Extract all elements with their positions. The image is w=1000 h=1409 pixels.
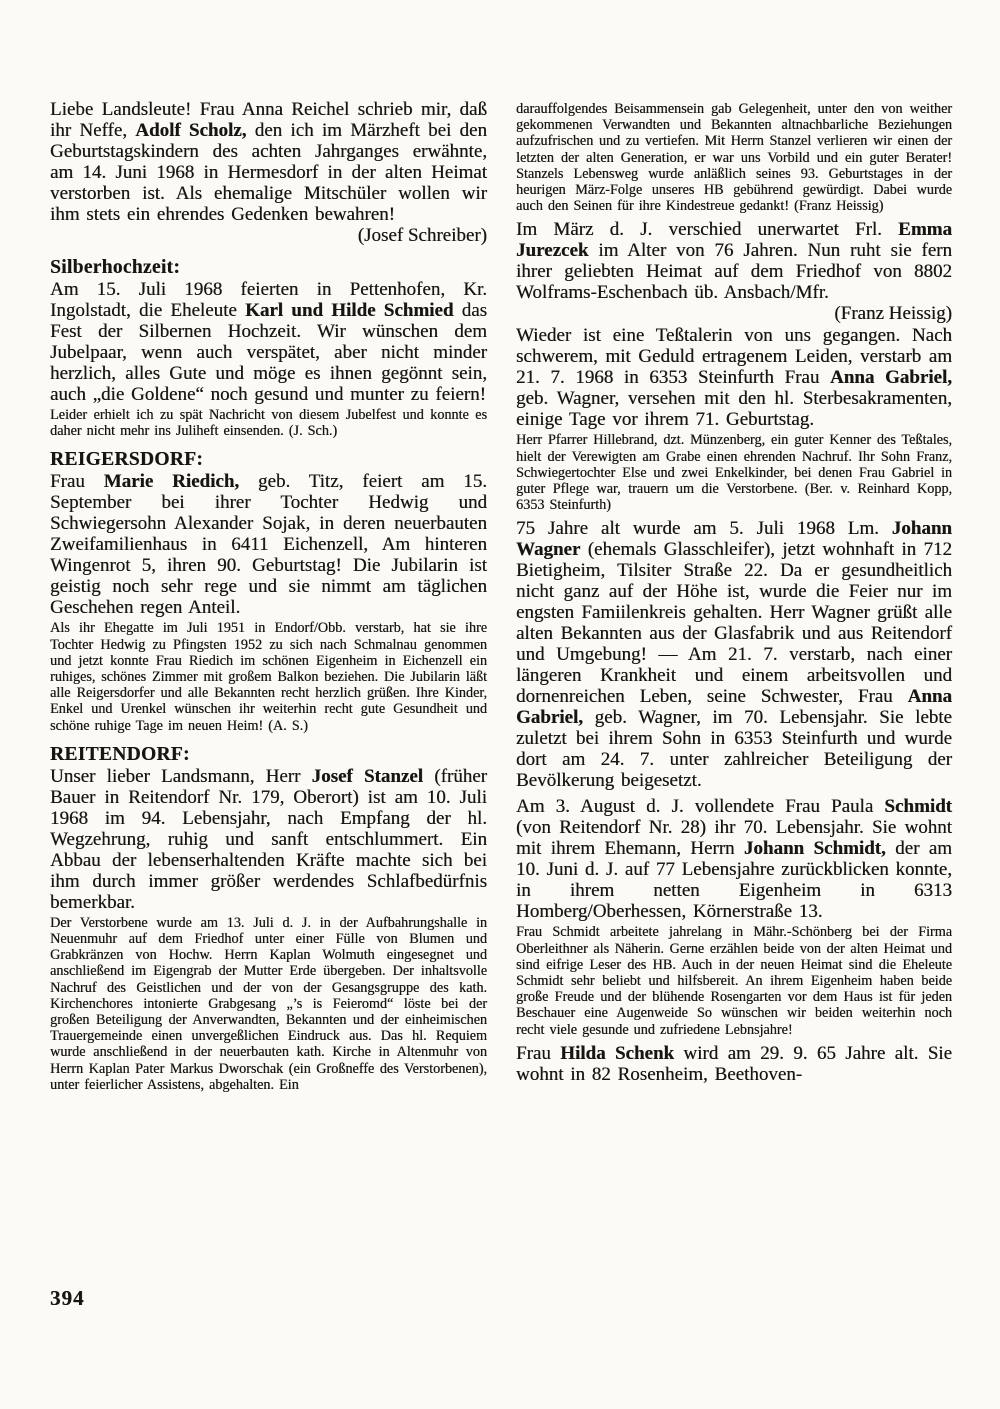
text-columns (50, 99, 953, 1093)
body-paragraph: Frau Hilda Schenk wird am 29. 9. 65 Jahre alt. Sie wohnt in 82 Rosenheim, Beethoven- (516, 1042, 952, 1085)
small-print-paragraph: Leider erhielt ich zu spät Nachricht von diesem Jubelfest und konnte es daher nicht mehr ins Juliheft einsenden. (J. Sch.) (50, 407, 487, 440)
small-print-paragraph: Herr Pfarrer Hillebrand, dzt. Münzenberg, ein guter Kenner des Teßtales, hielt der Verewigten am Grabe einen ehrenden Nachruf. Ihr Sohn Franz, Schwiegertochter Else und zwei Enkelkinder, bei denen Frau Gabriel in guter Pflege war, trauern um die Verstorbene. (Ber. v. Reinhard Kopp, 6353 Steinfurth) (516, 432, 952, 514)
small-print-paragraph: Als ihr Ehegatte im Juli 1951 in Endorf/Obb. verstarb, hat sie ihre Tochter Hedwig zu Pfingsten 1952 zu sich nach Schmalnau genommen und jetzt konnte Frau Riedich im schönen Eigenheim in Eichenzell ein ruhiges, schönes Zimmer mit großem Balkon beziehen. Die Jubilarin läßt alle Reigersdorfer und alle Bekannten recht herzlich grüßen. Ihre Kinder, Enkel und Urenkel wünschen ihr weiterhin recht gute Gesundheit und schöne ruhige Tage im neuen Heim! (A. S.) (50, 620, 487, 734)
body-paragraph: Am 3. August d. J. vollendete Frau Paula Schmidt (von Reitendorf Nr. 28) ihr 70. Lebensjahr. Sie wohnt mit ihrem Ehemann, Herrn Johann Schmidt, der am 10. Juni d. J. auf 77 Lebensjahre zurückblicken konnte, in ihrem netten Eigenheim in 6313 Homberg/Oberhessen, Körnerstraße 13. (516, 796, 952, 923)
body-paragraph: Frau Marie Riedich, geb. Titz, feiert am 15. September bei ihrer Tochter Hedwig und Schwiegersohn Alexander Sojak, in deren neuerbauten Zweifamilienhaus in 6411 Eichenzell, Am hinteren Wingenrot 5, ihren 90. Geburtstag! Die Jubilarin ist geistig noch sehr rege und sie nimmt am täglichen Geschehen regen Anteil. (50, 471, 488, 619)
small-print-paragraph: Frau Schmidt arbeitete jahrelang in Mähr.-Schönberg bei der Firma Oberleithner als Näherin. Gerne erzählen beide von der alten Heimat und sind eifrige Leser des HB. Auch in der neuen Heimat sind die Eheleute Schmidt sehr beliebt und hilfsbereit. An ihrem Eigenheim haben beide große Freude und der blühende Rosengarten vor dem Haus ist für jeden Beschauer eine Augenweide So wünschen wir beiden weiterhin noch recht viele gesunde und zufriedene Lebnsjahre! (516, 924, 952, 1038)
signature-line: (Josef Schreiber) (357, 225, 487, 246)
column-left (50, 99, 487, 1093)
body-paragraph: Im März d. J. verschied unerwartet Frl. Emma Jurezcek im Alter von 76 Jahren. Nun ruht sie fern ihrer geliebten Heimat auf dem Friedhof von 8802 Wolframs-Eschenbach üb. Ansbach/Mfr. (516, 219, 952, 304)
section-heading: Silberhochzeit: (50, 257, 181, 278)
section-heading: REIGERSDORF: (50, 449, 204, 471)
small-print-paragraph: darauffolgendes Beisammensein gab Gelegenheit, unter den von weither gekommenen Verwandten und Bekannten altnachbarliche Beziehungen aufzufrischen und zu vertiefen. Mit Herrn Stanzel verlieren wir einen der letzten der alten Generation, er war uns Vorbild und ein guter Berater! Stanzels Lebensweg wurde anläßlich seines 93. Geburtstages in der heurigen März-Folge unseres HB gebührend gewürdigt. Dabei wurde auch den Seinen für ihre Kindestreue gedankt! (Franz Heissig) (516, 101, 952, 215)
small-print-paragraph: Der Verstorbene wurde am 13. Juli d. J. in der Aufbahrungshalle in Neuenmuhr auf dem Friedhof unter einer Fülle von Blumen und Grabkränzen von Hochw. Herrn Kaplan Wolmuth eingesegnet und anschließend im Eigengrab der Mutter Erde übergeben. Der inhaltsvolle Nachruf des Geistlichen und der von der Gesangsgruppe des kath. Kirchenchores intonierte Grabgesang „’s is Feieromd“ löste bei der großen Beteiligung der Anverwandten, Bekannten und der einheimischen Trauergemeinde einen unvergeßlichen Eindruck aus. Das hl. Requiem wurde anschließend in der neuerbauten kath. Kirche in Altenmuhr von Herrn Kaplan Pater Markus Dworschak (ein Großneffe des Verstorbenen), unter feierlicher Assistens, abgehalten. Ein (50, 914, 487, 1093)
body-paragraph: 75 Jahre alt wurde am 5. Juli 1968 Lm. Johann Wagner (ehemals Glasschleifer), jetzt wohnhaft in 712 Bietigheim, Tilsiter Straße 22. Da er gesundheitlich nicht ganz auf der Höhe ist, wurde die Feier nur im engsten Famiilenkreis gehalten. Herr Wagner grüßt alle alten Bekannten aus der Glasfabrik und aus Reitendorf und Umgebung! — Am 21. 7. verstarb, nach einer längeren Krankheit und einem arbeitsvollen und dornenreichen Leben, seine Schwester, Frau Anna Gabriel, geb. Wagner, im 70. Lebensjahr. Sie lebte zuletzt bei ihrem Sohn in 6353 Steinfurth und wurde dort am 24. 7. unter zahlreicher Beteiligung der Bevölkerung beigesetzt. (516, 518, 952, 792)
column-right (516, 99, 952, 1093)
body-paragraph: Wieder ist eine Teßtalerin von uns gegangen. Nach schwerem, mit Geduld ertragenem Leiden, verstarb am 21. 7. 1968 in 6353 Steinfurth Frau Anna Gabriel, geb. Wagner, versehen mit den hl. Sterbesakramenten, einige Tage vor ihrem 71. Geburtstag. (516, 325, 953, 431)
section-heading: REITENDORF: (50, 743, 190, 765)
body-paragraph: Liebe Landsleute! Frau Anna Reichel schrieb mir, daß ihr Neffe, Adolf Scholz, den ich im Märzheft bei den Geburtstagskindern des achten Jahrganges erwähnte, am 14. Juni 1968 in Hermesdorf in der alten Heimat verstorben ist. Als ehemalige Mitschüler wollen wir ihm stets ein ehrendes Gedenken bewahren! (50, 99, 487, 225)
body-paragraph: Unser lieber Landsmann, Herr Josef Stanzel (früher Bauer in Reitendorf Nr. 179, Oberort) ist am 10. Juli 1968 im 94. Lebensjahr, nach Empfang der hl. Wegzehrung, ruhig und sanft entschlummert. Ein Abbau der lebenserhaltenden Kräfte machte sich bei ihm durch immer größer werdendes Schlafbedürfnis bemerkbar. (50, 765, 487, 913)
body-paragraph: Am 15. Juli 1968 feierten in Pettenhofen, Kr. Ingolstadt, die Eheleute Karl und Hilde Schmied das Fest der Silbernen Hochzeit. Wir wünschen dem Jubelpaar, wenn auch verspätet, aber nicht minder herzlich, alles Gute und möge es ihnen gegönnt sein, auch „die Goldene“ noch gesund und munter zu feiern! (50, 279, 488, 405)
page-number: 394 (50, 1286, 85, 1310)
signature-line: (Franz Heissig) (834, 303, 952, 325)
